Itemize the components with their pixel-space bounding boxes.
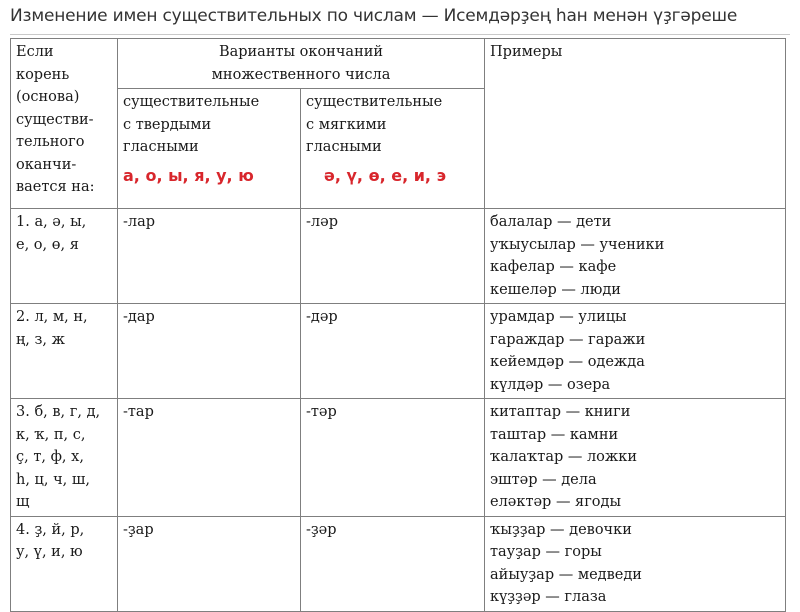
header-hard-vowels bbox=[118, 89, 301, 209]
header-root-line: вается на: bbox=[16, 179, 95, 195]
header-root-line: тельного bbox=[16, 134, 85, 150]
hard-suffix-cell bbox=[118, 304, 301, 399]
hard-suffix: -дар bbox=[123, 309, 155, 325]
hard-vowels-list: а, о, ы, я, у, ю bbox=[123, 165, 254, 185]
header-soft-vowels bbox=[301, 89, 485, 209]
header-variants-line: Варианты окончаний bbox=[218, 44, 384, 60]
header-root-line: Если bbox=[16, 44, 54, 60]
plural-endings-table bbox=[10, 38, 786, 612]
example-item: ҡалаҡтар — ложки bbox=[490, 449, 637, 465]
example-item: кафелар — кафе bbox=[490, 259, 617, 275]
header-examples-label: Примеры bbox=[490, 44, 563, 60]
header-examples bbox=[485, 39, 786, 209]
example-item: күҙҙәр — глаза bbox=[490, 589, 607, 605]
header-hard-line: гласными bbox=[123, 139, 199, 155]
header-root-line: оканчи- bbox=[16, 156, 77, 173]
root-ending-line: һ, ц, ч, ш, bbox=[16, 471, 90, 488]
root-ending-line: е, о, ө, я bbox=[16, 236, 79, 253]
soft-suffix-cell bbox=[301, 209, 485, 304]
soft-suffix-cell bbox=[301, 304, 485, 399]
header-variants bbox=[118, 39, 485, 89]
example-item: уҡыусылар — ученики bbox=[490, 236, 665, 253]
soft-suffix: -тәр bbox=[306, 404, 337, 420]
example-item: кешеләр — люди bbox=[490, 281, 621, 298]
example-item: кейемдәр — одежда bbox=[490, 354, 645, 370]
header-soft-line: с мягкими bbox=[306, 116, 387, 133]
examples-cell bbox=[485, 516, 786, 611]
table-row bbox=[11, 209, 786, 304]
root-ending-line: 3. б, в, г, д, bbox=[16, 404, 101, 420]
title-divider bbox=[10, 34, 790, 35]
root-ending-cell bbox=[11, 516, 118, 611]
example-item: урамдар — улицы bbox=[490, 309, 627, 325]
root-ending-line: у, ү, и, ю bbox=[16, 544, 83, 560]
header-root-line: существи- bbox=[16, 111, 94, 128]
hard-suffix-cell bbox=[118, 516, 301, 611]
soft-vowels-list: ә, ү, ө, е, и, э bbox=[324, 165, 447, 185]
header-root-condition bbox=[11, 39, 118, 209]
soft-suffix: -ҙәр bbox=[306, 521, 337, 538]
soft-suffix-cell bbox=[301, 516, 485, 611]
hard-suffix: -лар bbox=[123, 214, 156, 230]
hard-suffix: -ҙар bbox=[123, 521, 154, 538]
example-item: айыуҙар — медведи bbox=[490, 566, 642, 583]
table-row bbox=[11, 399, 786, 517]
header-variants-line: множественного числа bbox=[211, 66, 391, 83]
header-soft-line: существительные bbox=[306, 94, 443, 110]
soft-suffix: -дәр bbox=[306, 309, 338, 325]
root-ending-line: ң, з, ж bbox=[16, 331, 65, 348]
examples-cell bbox=[485, 399, 786, 517]
soft-suffix: -ләр bbox=[306, 214, 338, 230]
page-title: Изменение имен существительных по числам — Исемдәрҙең һан менән үҙгәреше bbox=[10, 6, 738, 26]
root-ending-cell bbox=[11, 209, 118, 304]
root-ending-line: 2. л, м, н, bbox=[16, 309, 88, 325]
examples-cell bbox=[485, 304, 786, 399]
root-ending-line: 1. а, ә, ы, bbox=[16, 214, 87, 230]
header-hard-line: существительные bbox=[123, 94, 260, 110]
example-item: ҡыҙҙар — девочки bbox=[490, 521, 632, 538]
root-ending-line: ҫ, т, ф, х, bbox=[16, 449, 84, 465]
root-ending-line: к, ҡ, п, с, bbox=[16, 426, 86, 443]
example-item: гараждар — гаражи bbox=[490, 331, 646, 348]
header-soft-line: гласными bbox=[306, 139, 382, 155]
example-item: балалар — дети bbox=[490, 214, 612, 230]
example-item: еләктәр — ягоды bbox=[490, 494, 621, 510]
root-ending-line: 4. ҙ, й, р, bbox=[16, 521, 85, 538]
hard-suffix-cell bbox=[118, 399, 301, 517]
root-ending-line: щ bbox=[16, 494, 30, 510]
soft-suffix-cell bbox=[301, 399, 485, 517]
header-root-line: (основа) bbox=[16, 89, 80, 105]
table-row bbox=[11, 304, 786, 399]
example-item: күлдәр — озера bbox=[490, 376, 611, 393]
root-ending-cell bbox=[11, 399, 118, 517]
hard-suffix-cell bbox=[118, 209, 301, 304]
example-item: таштар — камни bbox=[490, 426, 619, 443]
header-hard-line: с твердыми bbox=[123, 116, 212, 133]
table-row bbox=[11, 516, 786, 611]
hard-suffix: -тар bbox=[123, 404, 154, 420]
example-item: эштәр — дела bbox=[490, 471, 597, 488]
header-row-1 bbox=[11, 39, 786, 89]
root-ending-cell bbox=[11, 304, 118, 399]
example-item: тауҙар — горы bbox=[490, 544, 602, 560]
example-item: китаптар — книги bbox=[490, 404, 631, 420]
examples-cell bbox=[485, 209, 786, 304]
header-root-line: корень bbox=[16, 66, 70, 83]
